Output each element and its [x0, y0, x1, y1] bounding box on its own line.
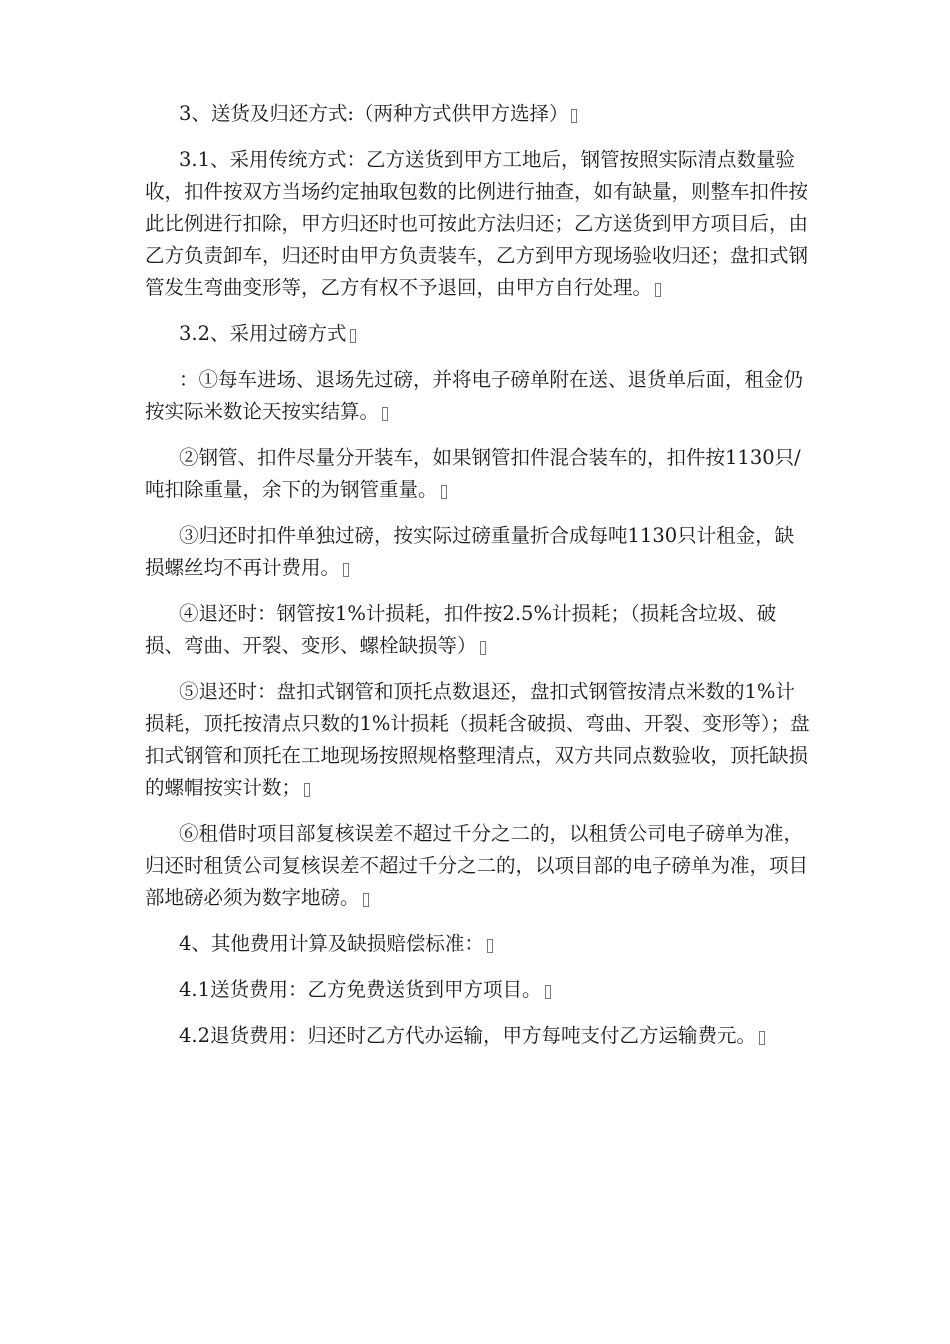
paragraph-item-3	[145, 520, 813, 584]
paragraph-section-3-2	[145, 318, 813, 350]
paragraph-text: ⑥租借时项目部复核误差不超过千分之二的，以租赁公司电子磅单为准，归还时租赁公司复核误差不超过千分之二的，以项目部的电子磅单为准，项目部地磅必须为数字地磅。	[145, 822, 809, 909]
paragraph-mark-icon	[350, 329, 356, 343]
paragraph-text: ③归还时扣件单独过磅，按实际过磅重量折合成每吨1130只计租金，缺损螺丝均不再计费用。	[145, 524, 795, 579]
paragraph-text: 3、送货及归还方式:（两种方式供甲方选择）	[179, 102, 569, 125]
paragraph-mark-icon	[304, 783, 310, 797]
paragraph-section-3	[145, 98, 813, 130]
paragraph-text: 4.2退货费用：归还时乙方代办运输，甲方每吨支付乙方运输费元。	[179, 1024, 757, 1047]
paragraph-item-6	[145, 818, 813, 914]
paragraph-mark-icon	[441, 485, 447, 499]
paragraph-text: 3.1、采用传统方式：乙方送货到甲方工地后，钢管按照实际清点数量验收，扣件按双方当场约定抽取包数的比例进行抽查，如有缺量，则整车扣件按此比例进行扣除，甲方归还时也可按此方法归还；乙方送货到甲方项目后，由乙方负责卸车，归还时由甲方负责装车，乙方到甲方现场验收归还；盘扣式钢管发生弯曲变形等，乙方有权不予退回，由甲方自行处理。	[145, 148, 809, 299]
paragraph-text: 4、其他费用计算及缺损赔偿标准：	[179, 932, 484, 955]
paragraph-mark-icon	[343, 563, 349, 577]
paragraph-mark-icon	[363, 893, 369, 907]
paragraph-mark-icon	[759, 1031, 765, 1045]
document-body	[145, 98, 813, 1066]
paragraph-item-5	[145, 676, 813, 804]
paragraph-mark-icon	[571, 109, 577, 123]
paragraph-text: ②钢管、扣件尽量分开装车，如果钢管扣件混合装车的，扣件按1130只/吨扣除重量，余下的为钢管重量。	[145, 446, 801, 501]
paragraph-item-4	[145, 598, 813, 662]
paragraph-section-4	[145, 928, 813, 960]
paragraph-section-3-1	[145, 144, 813, 304]
paragraph-mark-icon	[382, 407, 388, 421]
paragraph-mark-icon	[487, 939, 493, 953]
paragraph-item-2	[145, 442, 813, 506]
paragraph-text: 4.1送货费用：乙方免费送货到甲方项目。	[179, 978, 542, 1001]
paragraph-text: 3.2、采用过磅方式	[179, 322, 347, 345]
paragraph-text: ⑤退还时：盘扣式钢管和顶托点数退还，盘扣式钢管按清点米数的1%计损耗，顶托按清点只数的1%计损耗（损耗含破损、弯曲、开裂、变形等）；盘扣式钢管和顶托在工地现场按照规格整理清点，双方共同点数验收，顶托缺损的螺帽按实计数；	[145, 680, 810, 799]
paragraph-text: ：①每车进场、退场先过磅，并将电子磅单附在送、退货单后面，租金仍按实际米数论天按实结算。	[145, 368, 804, 423]
paragraph-mark-icon	[655, 283, 661, 297]
paragraph-mark-icon	[545, 985, 551, 999]
paragraph-text: ④退还时：钢管按1%计损耗，扣件按2.5%计损耗；（损耗含垃圾、破损、弯曲、开裂、变形、螺栓缺损等）	[145, 602, 777, 657]
paragraph-section-4-2	[145, 1020, 813, 1052]
paragraph-section-4-1	[145, 974, 813, 1006]
paragraph-item-1	[145, 364, 813, 428]
paragraph-mark-icon	[480, 641, 486, 655]
